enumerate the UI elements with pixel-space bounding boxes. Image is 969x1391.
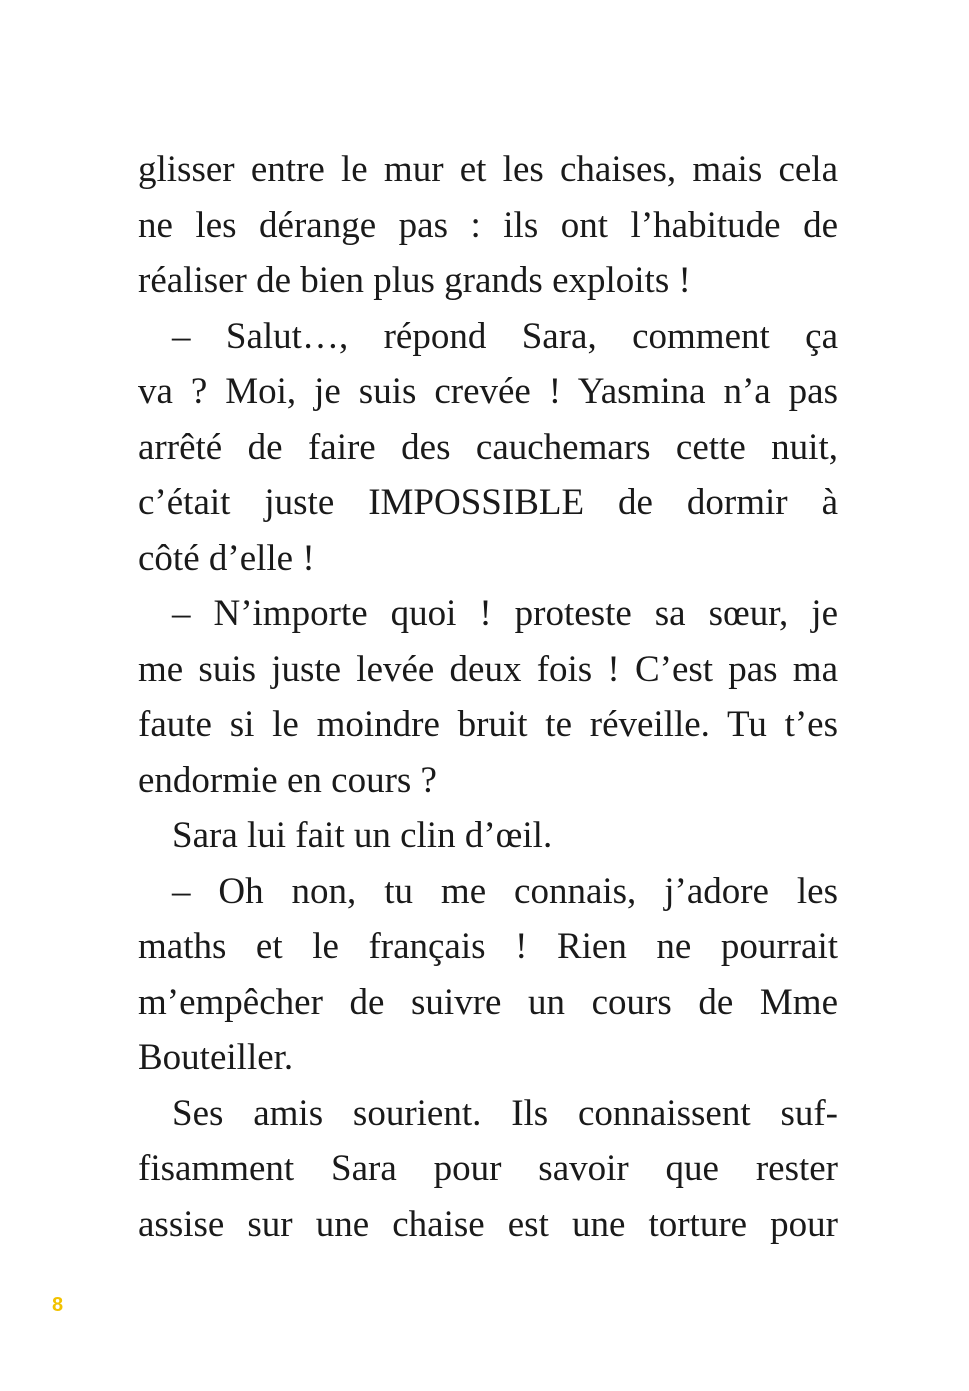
page-number: 8 (52, 1294, 64, 1316)
text-line: ne les dérange pas : ils ont l’habitude de (138, 204, 838, 246)
text-line: faute si le moindre bruit te réveille. Tu t’es (138, 704, 838, 745)
text-line: Ses amis sourient. Ils connaissent suf- (172, 1092, 838, 1134)
text-line: c’était juste IMPOSSIBLE de dormir à (138, 482, 838, 523)
text-line: assise sur une chaise est une torture pour (138, 1203, 838, 1245)
text-line: Bouteiller. (138, 1037, 294, 1078)
text-line: endormie en cours ? (138, 759, 437, 801)
text-line: Sara lui fait un clin d’œil. (172, 815, 553, 856)
text-line: réaliser de bien plus grands exploits ! (138, 260, 691, 301)
text-line: glisser entre le mur et les chaises, mais cela (138, 149, 838, 190)
body-text (138, 142, 838, 1252)
text-line: me suis juste levée deux fois ! C’est pas ma (138, 648, 838, 690)
text-line: côté d’elle ! (138, 537, 315, 579)
text-line: va ? Moi, je suis crevée ! Yasmina n’a pas (138, 371, 838, 412)
text-line: m’empêcher de suivre un cours de Mme (138, 981, 838, 1023)
text-line: arrêté de faire des cauchemars cette nuit, (138, 426, 838, 468)
text-line: – Salut…, répond Sara, comment ça (172, 315, 838, 357)
text-line: – Oh non, tu me connais, j’adore les (172, 870, 838, 912)
text-line: fisamment Sara pour savoir que rester (138, 1148, 838, 1189)
text-line: – N’importe quoi ! proteste sa sœur, je (172, 593, 838, 634)
text-line: maths et le français ! Rien ne pourrait (138, 926, 838, 967)
